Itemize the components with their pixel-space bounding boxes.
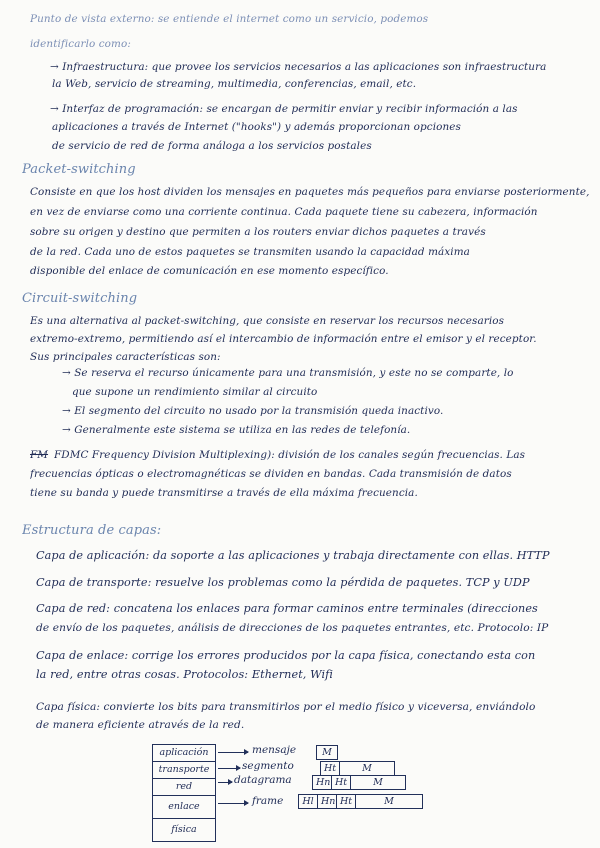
circuit-line: que supone un rendimiento similar al circuito	[72, 386, 318, 398]
stack-layer-physical: física	[152, 818, 216, 842]
packet-line: Consiste en que los host dividen los mensajes en paquetes más pequeños para enviarse posteriormente,	[30, 186, 590, 198]
layer-line: Capa de red: concatena los enlaces para formar caminos entre terminales (direcciones	[36, 602, 538, 615]
payload-cell: M	[355, 794, 423, 809]
payload-cell: M	[350, 775, 406, 790]
fdm-line: tiene su banda y puede transmitirse a través de ella máxima frecuencia.	[30, 487, 418, 499]
intro-line: identificarlo como:	[30, 38, 131, 50]
layer-line: Capa física: convierte los bits para transmitirlos por el medio físico y viceversa, enviándolo	[36, 701, 536, 713]
circuit-switching-heading: Circuit-switching	[22, 292, 138, 306]
circuit-line: → Generalmente este sistema se utiliza en las redes de telefonía.	[62, 424, 411, 436]
arrow-icon	[218, 752, 248, 753]
intro-line: → Infraestructura: que provee los servicios necesarios a las aplicaciones son infraestructura	[50, 61, 547, 73]
circuit-line: Es una alternativa al packet-switching, que consiste en reservar los recursos necesarios	[30, 315, 505, 327]
packet-line: sobre su origen y destino que permiten a los routers enviar dichos paquetes a través	[30, 226, 486, 238]
pdu-row-frame	[298, 794, 422, 809]
intro-line: → Interfaz de programación: se encargan de permitir enviar y recibir información a las	[50, 103, 518, 115]
layer-line: Capa de enlace: corrige los errores producidos por la capa física, conectando esta con	[36, 649, 536, 662]
intro-line: la Web, servicio de streaming, multimedia, conferencias, email, etc.	[52, 78, 417, 90]
header-cell: Hn	[317, 794, 337, 809]
intro-line: de servicio de red de forma análoga a los servicios postales	[52, 140, 372, 152]
struck-word: FM	[30, 449, 49, 461]
pdu-row-message	[316, 745, 337, 760]
packet-switching-heading: Packet-switching	[22, 163, 136, 177]
layers-heading: Estructura de capas:	[22, 524, 162, 538]
payload-cell: M	[316, 745, 338, 760]
packet-line: en vez de enviarse como una corriente continua. Cada paquete tiene su cabezera, información	[30, 206, 538, 218]
header-cell: Ht	[320, 761, 340, 776]
fdm-line: frecuencias ópticas o electromagnéticas se dividen en bandas. Cada transmisión de datos	[30, 468, 512, 480]
header-cell: Ht	[336, 794, 356, 809]
stack-layer-transport: transporte	[152, 761, 216, 778]
arrow-icon	[218, 803, 248, 804]
layer-line: Capa de aplicación: da soporte a las aplicaciones y trabaja directamente con ellas. HTTP	[36, 549, 550, 562]
layer-line: Capa de transporte: resuelve los problemas como la pérdida de paquetes. TCP y UDP	[36, 576, 530, 589]
arrow-icon	[218, 768, 240, 769]
payload-cell: M	[339, 761, 395, 776]
pdu-row-segment	[320, 761, 394, 776]
packet-line: disponible del enlace de comunicación en ese momento específico.	[30, 265, 389, 277]
layer-line: la red, entre otras cosas. Protocolos: Ethernet, Wifi	[36, 668, 334, 681]
layer-line: de manera eficiente através de la red.	[36, 719, 245, 731]
circuit-line: extremo-extremo, permitiendo así el intercambio de información entre el emisor y el receptor.	[30, 333, 537, 345]
circuit-line: Sus principales características son:	[30, 351, 221, 363]
fdm-line: FDMC Frequency Division Multiplexing): división de los canales según frecuencias. Las	[54, 449, 526, 461]
pdu-label-segment: segmento	[242, 760, 294, 772]
intro-line: Punto de vista externo: se entiende el internet como un servicio, podemos	[30, 13, 429, 25]
header-cell: Hl	[298, 794, 318, 809]
header-cell: Hn	[312, 775, 332, 790]
pdu-label-message: mensaje	[252, 744, 297, 756]
stack-layer-application: aplicación	[152, 744, 216, 761]
circuit-line: → Se reserva el recurso únicamente para una transmisión, y este no se comparte, lo	[62, 367, 514, 379]
intro-line: aplicaciones a través de Internet ("hooks") y además proporcionan opciones	[52, 121, 461, 133]
circuit-line: → El segmento del circuito no usado por la transmisión queda inactivo.	[62, 405, 444, 417]
pdu-row-datagram	[312, 775, 405, 790]
pdu-label-frame: frame	[252, 795, 284, 807]
stack-layer-link: enlace	[152, 795, 216, 818]
protocol-stack-diagram	[152, 744, 216, 842]
stack-layer-network: red	[152, 778, 216, 795]
layer-line: de envío de los paquetes, análisis de direcciones de los paquetes entrantes, etc. Protocolo: IP	[36, 622, 549, 634]
packet-line: de la red. Cada uno de estos paquetes se transmiten usando la capacidad máxima	[30, 246, 470, 258]
arrow-icon	[218, 782, 232, 783]
header-cell: Ht	[331, 775, 351, 790]
pdu-label-datagram: datagrama	[234, 774, 292, 786]
